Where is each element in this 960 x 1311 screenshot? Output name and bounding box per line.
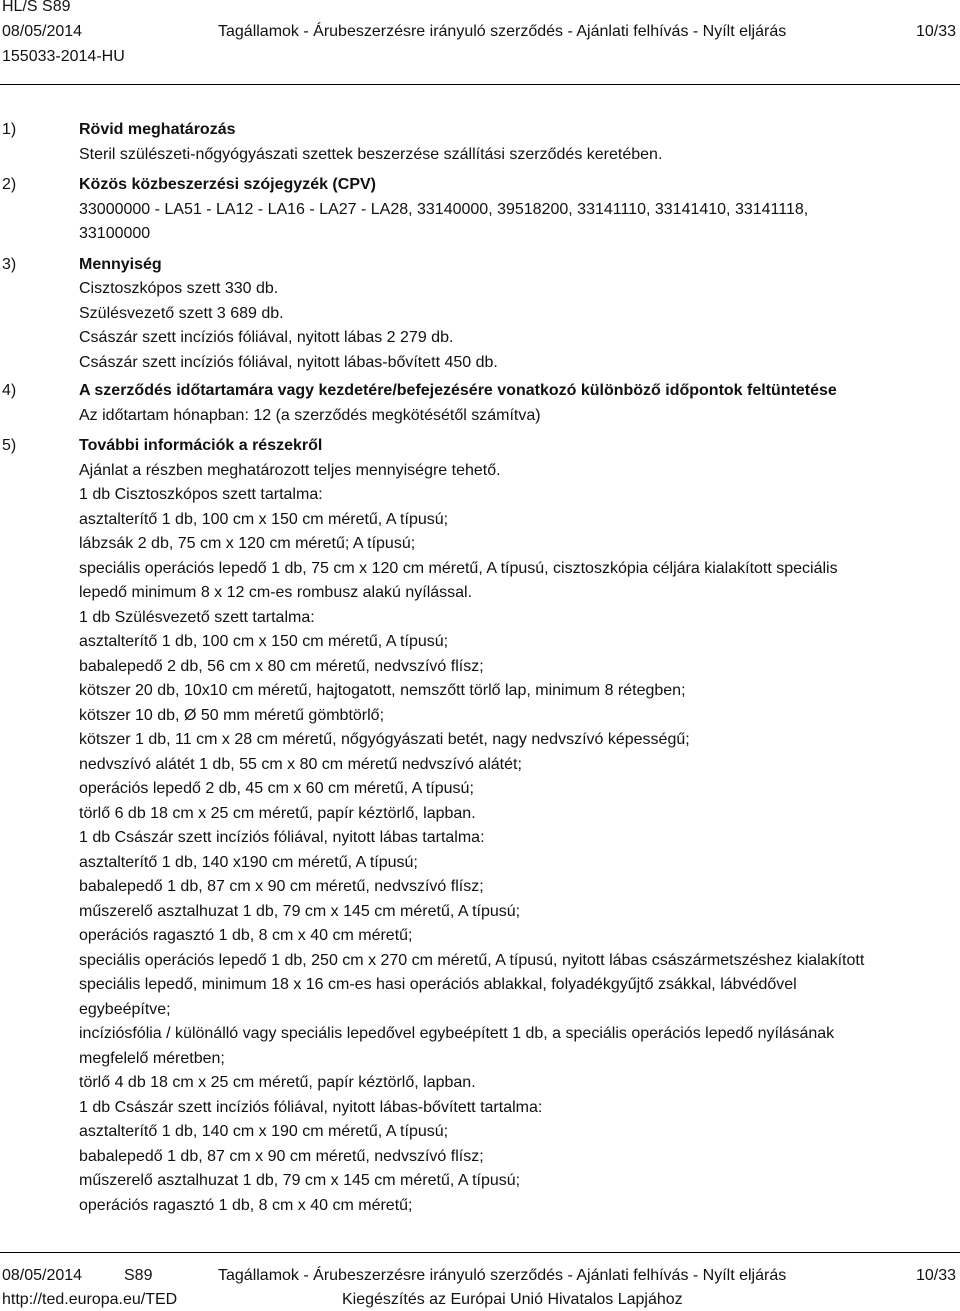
footer-url[interactable]: http://ted.europa.eu/TED xyxy=(2,1291,178,1308)
section-line: 1 db Cisztoszkópos szett tartalma: xyxy=(79,486,323,503)
footer-divider xyxy=(0,1252,960,1253)
section-title: Közös közbeszerzési szójegyzék (CPV) xyxy=(79,176,376,193)
section-line: 1 db Szülésvezető szett tartalma: xyxy=(79,608,315,626)
header-ref: HL/S S89 xyxy=(2,0,71,15)
footer-supplement: Kiegészítés az Európai Unió Hivatalos Lapjához xyxy=(342,1291,683,1308)
section-line: műszerelő asztalhuzat 1 db, 79 cm x 145 cm méretű, A típusú; xyxy=(79,902,521,920)
section-line: Császár szett incíziós fóliával, nyitott lábas 2 279 db. xyxy=(79,329,454,346)
section-number: 4) xyxy=(2,382,17,399)
section-number: 5) xyxy=(2,437,17,454)
section-line: lepedő minimum 8 x 12 cm-es rombusz alakú nyílással. xyxy=(79,584,473,601)
section-line: speciális operációs lepedő 1 db, 250 cm x 270 cm méretű, A típusú, nyitott lábas császármetszéshez kialakított xyxy=(79,951,865,969)
document-body xyxy=(0,118,960,1218)
section-line: speciális lepedő, minimum 18 x 16 cm-es hasi operációs ablakkal, folyadékgyűjtő zsákkal, lábvédővel xyxy=(79,976,797,993)
footer-series: S89 xyxy=(124,1267,153,1284)
section-content xyxy=(79,118,950,167)
section-line: operációs ragasztó 1 db, 8 cm x 40 cm méretű; xyxy=(79,1196,413,1214)
footer-page-number: 10/33 xyxy=(915,1267,956,1284)
section-number: 1) xyxy=(2,121,17,138)
section-line: kötszer 20 db, 10x10 cm méretű, hajtogatott, nemszőtt törlő lap, minimum 8 rétegben; xyxy=(79,682,686,699)
header-doc-id: 155033-2014-HU xyxy=(2,48,125,65)
section-line: műszerelő asztalhuzat 1 db, 79 cm x 145 cm méretű, A típusú; xyxy=(79,1172,521,1189)
section-line: operációs ragasztó 1 db, 8 cm x 40 cm méretű; xyxy=(79,927,413,944)
header-center-text: Tagállamok - Árubeszerzésre irányuló szerződés - Ajánlati felhívás - Nyílt eljárás xyxy=(218,23,787,40)
header-date: 08/05/2014 xyxy=(2,23,83,40)
section-content xyxy=(79,173,950,247)
section-line: operációs lepedő 2 db, 45 cm x 60 cm méretű, A típusú; xyxy=(79,780,474,797)
section-line: Az időtartam hónapban: 12 (a szerződés megkötésétől számítva) xyxy=(79,406,541,424)
section-line: babalepedő 1 db, 87 cm x 90 cm méretű, nedvszívó flísz; xyxy=(79,1147,484,1165)
section-line: asztalterítő 1 db, 100 cm x 150 cm méretű, A típusú; xyxy=(79,510,449,528)
section-line: Cisztoszkópos szett 330 db. xyxy=(79,280,279,297)
section-line: babalepedő 2 db, 56 cm x 80 cm méretű, nedvszívó flísz; xyxy=(79,657,484,675)
section-number: 2) xyxy=(2,176,17,193)
section-line: megfelelő méretben; xyxy=(79,1049,225,1067)
section-line: Szülésvezető szett 3 689 db. xyxy=(79,304,284,322)
section-line: 1 db Császár szett incíziós fóliával, nyitott lábas-bővített tartalma: xyxy=(79,1098,543,1116)
section-line: asztalterítő 1 db, 100 cm x 150 cm méretű, A típusú; xyxy=(79,633,449,650)
section-line: törlő 6 db 18 cm x 25 cm méretű, papír kéztörlő, lapban. xyxy=(79,804,476,822)
section-line: Császár szett incíziós fóliával, nyitott lábas-bővített 450 db. xyxy=(79,353,498,371)
section-line: 33000000 - LA51 - LA12 - LA16 - LA27 - LA28, 33140000, 39518200, 33141110, 33141410, 33141118, xyxy=(79,200,809,218)
section-title: Mennyiség xyxy=(79,255,162,273)
section-title: A szerződés időtartamára vagy kezdetére/befejezésére vonatkozó különböző időpontok feltüntetése xyxy=(79,382,837,399)
section xyxy=(0,173,960,247)
footer-date: 08/05/2014 xyxy=(2,1267,83,1284)
section-line: lábzsák 2 db, 75 cm x 120 cm méretű; A típusú; xyxy=(79,535,416,552)
section-line: kötszer 1 db, 11 cm x 28 cm méretű, nőgyógyászati betét, nagy nedvszívó képességű; xyxy=(79,731,690,748)
section-title: Rövid meghatározás xyxy=(79,121,236,138)
section-line: törlő 4 db 18 cm x 25 cm méretű, papír kéztörlő, lapban. xyxy=(79,1074,476,1091)
section-line: egybeépítve; xyxy=(79,1000,171,1018)
header-page-number: 10/33 xyxy=(915,23,956,40)
header-divider xyxy=(0,84,960,85)
section xyxy=(0,434,960,1218)
section-line: babalepedő 1 db, 87 cm x 90 cm méretű, nedvszívó flísz; xyxy=(79,878,484,895)
section-line: Steril szülészeti-nőgyógyászati szettek beszerzése szállítási szerződés keretében. xyxy=(79,145,663,163)
section-content xyxy=(79,253,950,376)
section-content xyxy=(79,379,950,428)
section-line: Ajánlat a részben meghatározott teljes mennyiségre tehető. xyxy=(79,461,501,479)
section-line: incíziósfólia / különálló vagy speciális lepedővel egybeépített 1 db, a speciális operációs lepedő nyílásának xyxy=(79,1025,835,1042)
section-line: asztalterítő 1 db, 140 x190 cm méretű, A típusú; xyxy=(79,853,418,871)
section-content xyxy=(79,434,950,1218)
section xyxy=(0,379,960,428)
footer-center-text: Tagállamok - Árubeszerzésre irányuló szerződés - Ajánlati felhívás - Nyílt eljárás xyxy=(218,1267,787,1284)
section-line: kötszer 10 db, Ø 50 mm méretű gömbtörlő; xyxy=(79,706,385,724)
section-title: További információk a részekről xyxy=(79,437,323,454)
section-line: speciális operációs lepedő 1 db, 75 cm x 120 cm méretű, A típusú, cisztoszkópia céljára kialakított speciális xyxy=(79,559,838,577)
section xyxy=(0,118,960,167)
section-number: 3) xyxy=(2,255,17,273)
section-line: asztalterítő 1 db, 140 cm x 190 cm méretű, A típusú; xyxy=(79,1123,449,1140)
section-line: 33100000 xyxy=(79,225,151,242)
section-line: nedvszívó alátét 1 db, 55 cm x 80 cm méretű nedvszívó alátét; xyxy=(79,755,522,773)
section-line: 1 db Császár szett incíziós fóliával, nyitott lábas tartalma: xyxy=(79,829,485,846)
section xyxy=(0,253,960,376)
